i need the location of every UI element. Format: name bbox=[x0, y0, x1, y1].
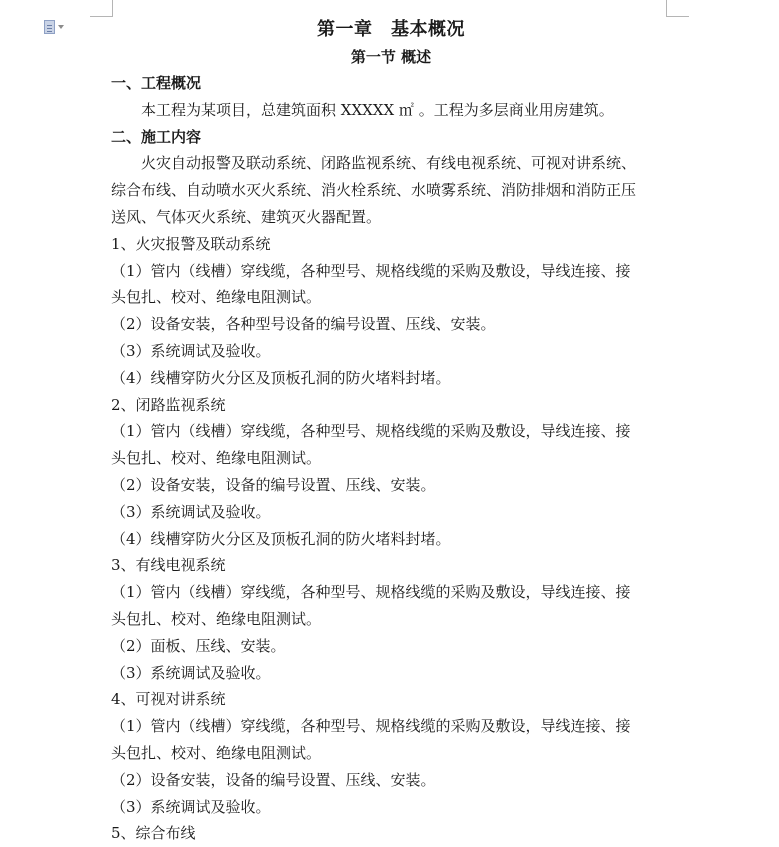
paragraph-line: （2）面板、压线、安装。 bbox=[111, 636, 286, 655]
paragraph-line: 头包扎、校对、绝缘电阻测试。 bbox=[111, 743, 322, 762]
paragraph-line: 头包扎、校对、绝缘电阻测试。 bbox=[111, 288, 322, 307]
paragraph-line: （1）管内（线槽）穿线缆，各种型号、规格线缆的采购及敷设，导线连接、接 bbox=[111, 261, 631, 280]
paragraph-line: （2）设备安装，设备的编号设置、压线、安装。 bbox=[111, 475, 436, 494]
paragraph-line: 本工程为某项目，总建筑面积 XXXXX ㎡ 。工程为多层商业用房建筑。 bbox=[141, 100, 614, 119]
paragraph-line: 火灾自动报警及联动系统、闭路监视系统、有线电视系统、可视对讲系统、 bbox=[141, 154, 637, 173]
paragraph-line: （3）系统调试及验收。 bbox=[111, 797, 271, 816]
paragraph-line: （3）系统调试及验收。 bbox=[111, 341, 271, 360]
paragraph-line: 头包扎、校对、绝缘电阻测试。 bbox=[111, 449, 322, 468]
paragraph-line: 头包扎、校对、绝缘电阻测试。 bbox=[111, 609, 322, 628]
chapter-title: 第一章 基本概况 bbox=[317, 19, 465, 40]
document-menu-button[interactable] bbox=[44, 19, 70, 35]
paragraph-line: （4）线槽穿防火分区及顶板孔洞的防火堵料封堵。 bbox=[111, 529, 451, 548]
paragraph-line: （4）线槽穿防火分区及顶板孔洞的防火堵料封堵。 bbox=[111, 368, 451, 387]
document-icon bbox=[44, 20, 55, 34]
paragraph-line: 2、闭路监视系统 bbox=[111, 395, 226, 414]
section-heading: 二、施工内容 bbox=[111, 127, 202, 146]
paragraph-line: 5、综合布线 bbox=[111, 824, 196, 843]
paragraph-line: 3、有线电视系统 bbox=[111, 556, 226, 575]
paragraph-line: 1、火灾报警及联动系统 bbox=[111, 234, 271, 253]
paragraph-line: 综合布线、自动喷水灭火系统、消火栓系统、水喷雾系统、消防排烟和消防正压 bbox=[111, 181, 637, 200]
crop-mark-left bbox=[90, 0, 113, 17]
paragraph-line: 4、可视对讲系统 bbox=[111, 690, 226, 709]
section-title: 第一节 概述 bbox=[350, 48, 432, 66]
paragraph-line: （1）管内（线槽）穿线缆，各种型号、规格线缆的采购及敷设，导线连接、接 bbox=[111, 717, 631, 736]
document-body bbox=[111, 16, 671, 847]
section-heading: 一、工程概况 bbox=[111, 74, 202, 92]
paragraph-line: （2）设备安装，各种型号设备的编号设置、压线、安装。 bbox=[111, 315, 496, 334]
chevron-down-icon bbox=[58, 25, 64, 29]
paragraph-list bbox=[111, 70, 671, 847]
paragraph-line: （2）设备安装，设备的编号设置、压线、安装。 bbox=[111, 770, 436, 789]
crop-mark-right bbox=[666, 0, 689, 17]
paragraph-line: （3）系统调试及验收。 bbox=[111, 663, 271, 682]
paragraph-line: （1）管内（线槽）穿线缆，各种型号、规格线缆的采购及敷设，导线连接、接 bbox=[111, 422, 631, 441]
paragraph-line: （3）系统调试及验收。 bbox=[111, 502, 271, 521]
paragraph-line: 送风、气体灭火系统、建筑灭火器配置。 bbox=[111, 207, 382, 226]
paragraph-line: （1）管内（线槽）穿线缆，各种型号、规格线缆的采购及敷设，导线连接、接 bbox=[111, 583, 631, 602]
